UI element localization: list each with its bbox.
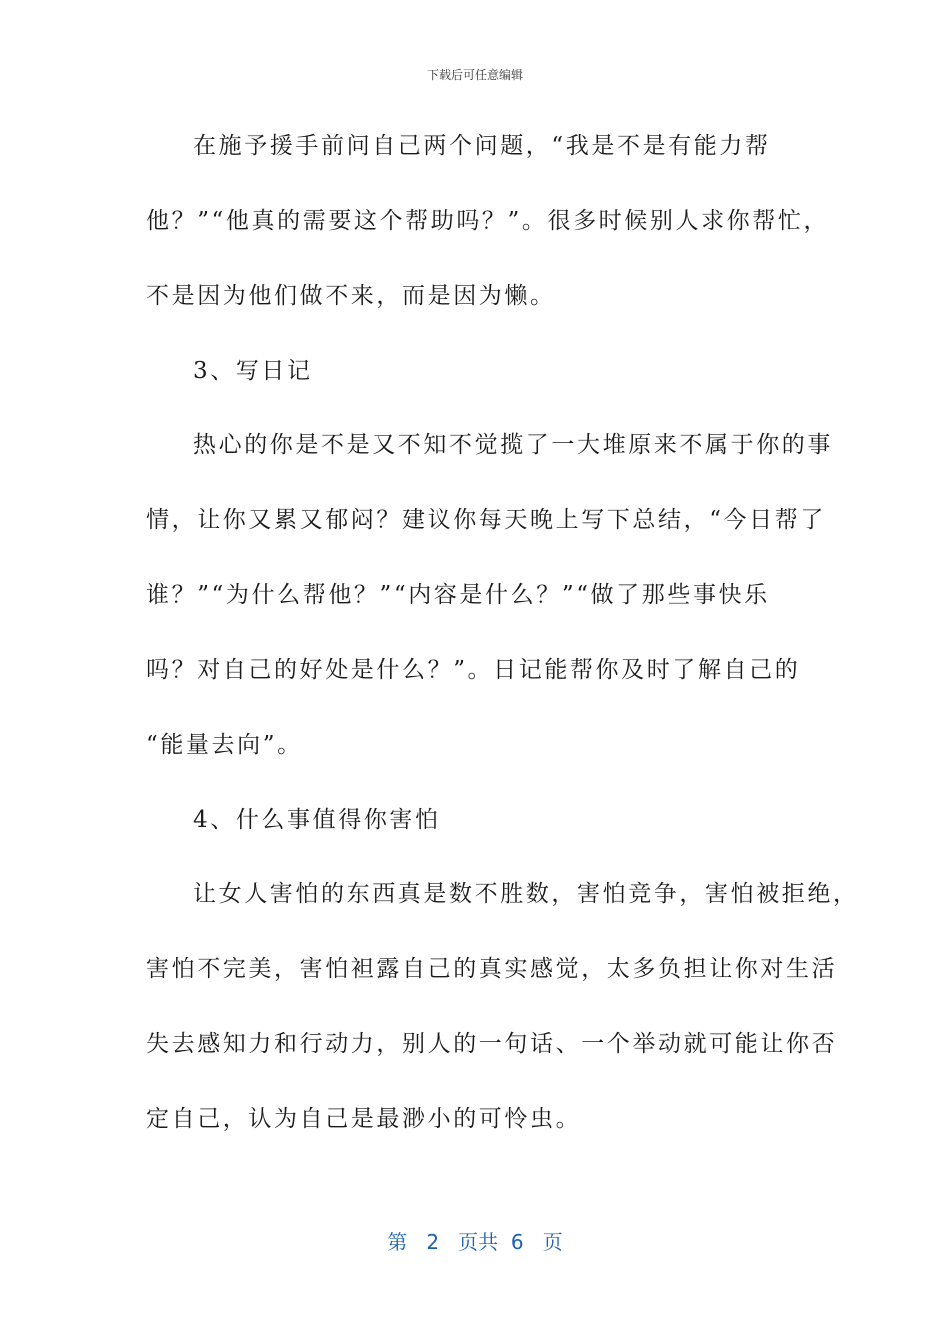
page-header: 下载后可任意编辑 [426,68,523,82]
page-label-mid: 页共 [458,1230,499,1254]
paragraph-line: 热心的你是不是又不知不觉揽了一大堆原来不属于你的事 [193,432,833,458]
paragraph-line: 在施予援手前问自己两个问题，“我是不是有能力帮 [193,133,771,159]
paragraph-line: 吗？对自己的好处是什么？”。日记能帮你及时了解自己的 [146,657,801,683]
paragraph-line: 害怕不完美，害怕袒露自己的真实感觉，太多负担让你对生活 [146,956,838,982]
paragraph-line: 情，让你又累又郁闷？建议你每天晚上写下总结，“今日帮了 [146,507,826,533]
paragraph-line: “能量去向”。 [146,732,303,758]
page-label-prefix: 第 [387,1230,408,1254]
section-heading: 4、什么事值得你害怕 [193,807,441,833]
current-page-number: 2 [426,1230,440,1254]
paragraph-line: 定自己，认为自己是最渺小的可怜虫。 [146,1106,582,1132]
paragraph-line: 不是因为他们做不来，而是因为懒。 [146,283,556,309]
paragraph-line: 他？”“他真的需要这个帮助吗？”。很多时候别人求你帮忙， [146,208,830,234]
page-label-suffix: 页 [542,1230,563,1254]
paragraph-line: 谁？”“为什么帮他？”“内容是什么？”“做了那些事快乐 [146,582,770,608]
page-footer [0,1226,950,1255]
section-heading: 3、写日记 [193,358,313,384]
total-pages-number: 6 [510,1230,524,1254]
paragraph-line: 失去感知力和行动力，别人的一句话、一个举动就可能让你否 [146,1031,838,1057]
paragraph-line: 让女人害怕的东西真是数不胜数，害怕竞争，害怕被拒绝， [193,881,859,907]
